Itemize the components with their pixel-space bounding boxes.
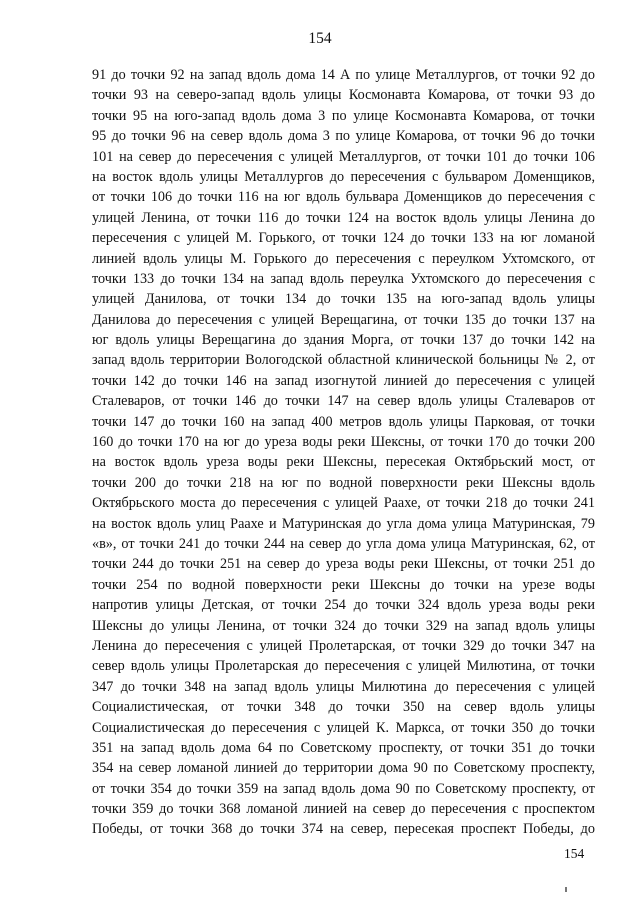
text-line: улицей Данилова, от точки 134 до точки 135 на юго-запад вдоль улицы [92, 291, 595, 308]
text-line: запад вдоль территории Вологодской областной клинической больницы № 2, от [92, 352, 595, 369]
text-line: 101 на север до пересечения с улицей Металлургов, от точки 101 до точки 106 [92, 148, 595, 165]
text-line: 95 до точки 96 на север вдоль дома 3 по улице Комарова, от точки 96 до точки [92, 128, 595, 145]
text-line: Ленина до пересечения с улицей Пролетарская, от точки 329 до точки 347 на [92, 637, 595, 654]
text-line: от точки 354 до точки 359 на запад вдоль дома 90 по Советскому проспекту, от [92, 780, 595, 797]
document-body-text [92, 65, 595, 840]
text-line: улицей Ленина, от точки 116 до точки 124 на восток вдоль улицы Ленина до [92, 209, 595, 226]
text-line: Данилова до пересечения с улицей Верещагина, от точки 135 до точки 137 на [92, 311, 595, 328]
text-line: пересечения с улицей М. Горького, от точки 124 до точки 133 на юг ломаной [92, 230, 595, 247]
text-line: Октябрьского моста до пересечения с улицей Раахе, от точки 218 до точки 241 [92, 495, 595, 512]
text-line: север вдоль улицы Пролетарская до пересечения с улицей Милютина, от точки [92, 658, 595, 675]
page-number-bottom: 154 [564, 846, 585, 861]
text-line: Победы, от точки 368 до точки 374 на север, пересекая проспект Победы, до [92, 821, 595, 838]
text-line: 347 до точки 348 на запад вдоль улицы Милютина до пересечения с улицей [92, 678, 595, 695]
scan-artifact-mark [565, 887, 567, 892]
text-line: линией вдоль улицы М. Горького до пересечения с переулком Ухтомского, от [92, 250, 595, 267]
text-line: точки 200 до точки 218 на юг по водной поверхности реки Шексны вдоль [92, 474, 595, 491]
text-line: напротив улицы Детская, от точки 254 до точки 324 вдоль уреза воды реки [92, 597, 595, 614]
text-line: 91 до точки 92 на запад вдоль дома 14 А по улице Металлургов, от точки 92 до [92, 67, 595, 83]
text-line: точки 254 по водной поверхности реки Шексны до точки на урезе воды [92, 576, 595, 593]
text-line: Шексны до улицы Ленина, от точки 324 до точки 329 на запад вдоль улицы [92, 617, 595, 634]
text-line: юг вдоль улицы Верещагина до здания Морга, от точки 137 до точки 142 на [92, 332, 595, 349]
text-line: 160 до точки 170 на юг до уреза воды реки Шексны, от точки 170 до точки 200 [92, 434, 595, 451]
text-line: на восток вдоль улицы Металлургов до пересечения с бульваром Доменщиков, [92, 168, 595, 185]
text-line: Социалистическая до пересечения с улицей К. Маркса, от точки 350 до точки [92, 719, 595, 736]
text-line: точки 93 на северо-запад вдоль улицы Космонавта Комарова, от точки 93 до [92, 87, 595, 104]
text-line: Сталеваров, от точки 146 до точки 147 на север вдоль улицы Сталеваров от [92, 393, 595, 410]
text-line: 351 на запад вдоль дома 64 по Советскому проспекту, от точки 351 до точки [92, 739, 595, 756]
text-line: точки 244 до точки 251 на север до уреза воды реки Шексны, от точки 251 до [92, 556, 595, 573]
text-line: 354 на север ломаной линией до территории дома 90 по Советскому проспекту, [92, 760, 595, 777]
text-line: точки 133 до точки 134 на запад вдоль переулка Ухтомского до пересечения с [92, 270, 595, 287]
text-line: на восток вдоль уреза воды реки Шексны, пересекая Октябрьский мост, от [92, 454, 595, 471]
text-line: от точки 106 до точки 116 на юг вдоль бульвара Доменщиков до пересечения с [92, 189, 595, 206]
text-line: точки 95 на юго-запад вдоль дома 3 по улице Космонавта Комарова, от точки [92, 107, 595, 124]
page-number-top: 154 [308, 30, 332, 47]
text-line: точки 359 до точки 368 ломаной линией на север до пересечения с проспектом [92, 801, 595, 818]
text-line: точки 142 до точки 146 на запад изогнутой линией до пересечения с улицей [92, 372, 595, 389]
text-line: точки 147 до точки 160 на запад 400 метров вдоль улицы Парковая, от точки [92, 413, 595, 430]
text-line: «в», от точки 241 до точки 244 на север до угла дома улица Матуринская, 62, от [92, 535, 595, 552]
text-line: на восток вдоль улиц Раахе и Матуринская до угла дома улица Матуринская, 79 [92, 515, 595, 532]
text-line: Социалистическая, от точки 348 до точки 350 на север вдоль улицы [92, 699, 595, 716]
